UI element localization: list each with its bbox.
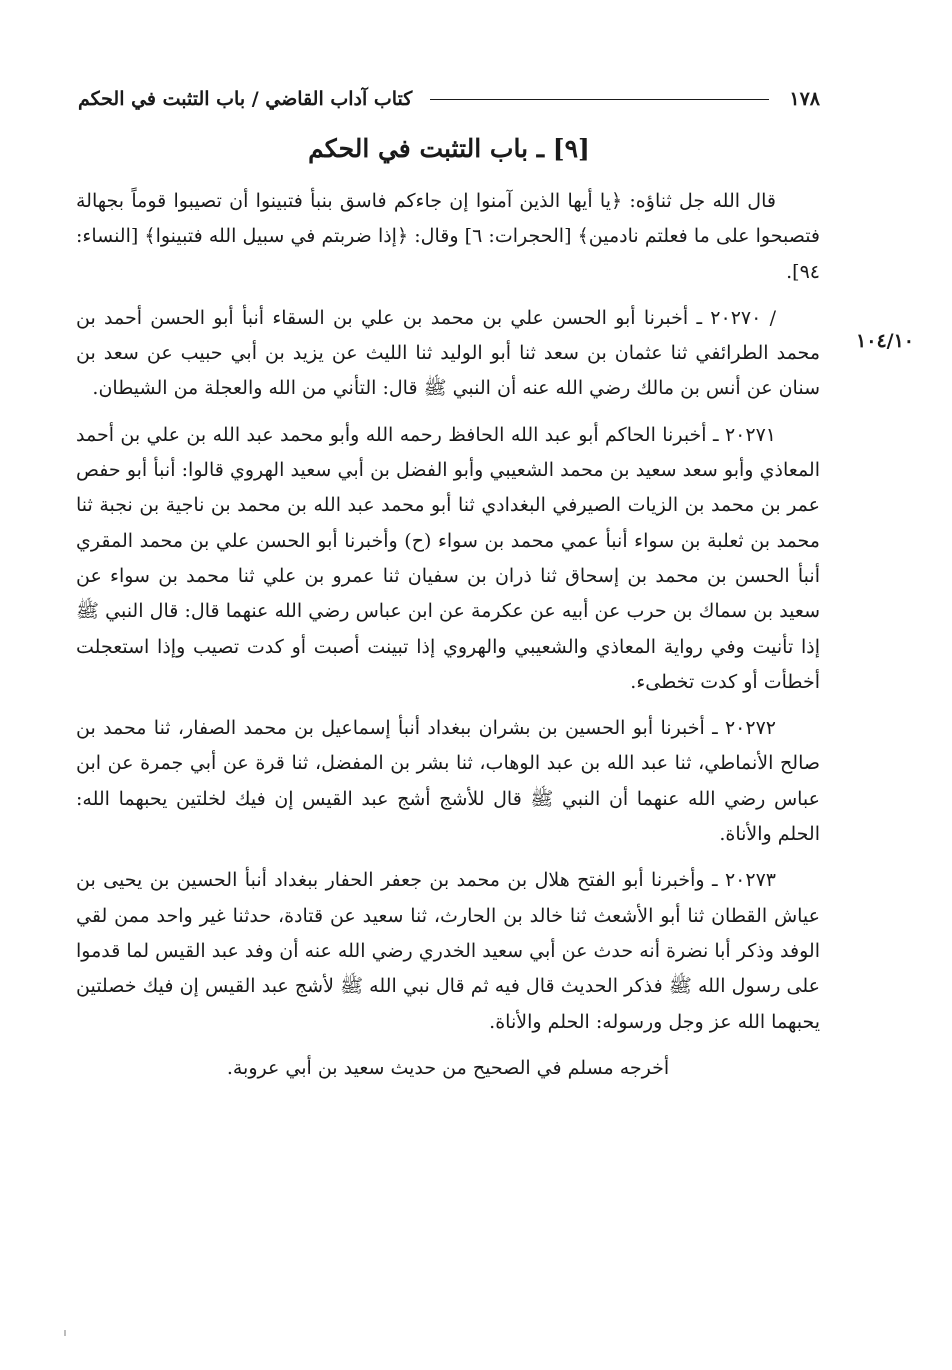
- body-text: [76, 184, 820, 1097]
- running-header: [78, 84, 820, 114]
- intro-paragraph: قال الله جل ثناؤه: ﴿يا أيها الذين آمنوا إن جاءكم فاسق بنبأ فتبينوا أن تصيبوا قوماً بجهالة فتصبحوا على ما فعلتم نادمين﴾ [الحجرات: ٦] وقال: ﴿إذا ضربتم في سبيل الله فتبينوا﴾ [النساء: ٩٤].: [76, 190, 821, 283]
- hadith-20270: / ٢٠٢٧٠ ـ أخبرنا أبو الحسن علي بن محمد بن علي بن السقاء أنبأ أبو الحسن أحمد بن محمد الطرائفي ثنا عثمان بن سعد ثنا أبو الوليد ثنا الليث عن يزيد بن أبي حبيب عن سعد بن سنان عن أنس بن مالك رضي الله عنه أن النبي ﷺ قال: التأني من الله والعجلة من الشيطان.: [76, 306, 820, 400]
- chapter-title: [٩] ـ باب التثبت في الحكم: [308, 134, 590, 163]
- hadith-20272: ٢٠٢٧٢ ـ أخبرنا أبو الحسين بن بشران ببغداد أنبأ إسماعيل بن محمد الصفار، ثنا محمد بن صالح الأنماطي، ثنا عبد الله بن عبد الوهاب، ثنا بشر بن المفضل، ثنا قرة عن أبي جمرة عن ابن عباس رضي الله عنهما أن النبي ﷺ قال للأشج أشج عبد القيس إن فيك لخلتين يحبهما الله: الحلم والأناة.: [76, 717, 820, 846]
- closing-note: أخرجه مسلم في الصحيح من حديث سعيد بن أبي عروبة.: [226, 1056, 670, 1079]
- hadith-20273: ٢٠٢٧٣ ـ وأخبرنا أبو الفتح هلال بن محمد بن جعفر الحفار ببغداد أنبأ الحسين بن يحيى بن عياش القطان ثنا أبو الأشعث ثنا خالد بن الحارث، ثنا سعيد عن قتادة، حدثنا غير واحد ممن لقي الوفد وذكر أبا نضرة أنه حدث عن أبي سعيد الخدري رضي الله عنه أن وفد عبد القيس لما قدموا على رسول الله ﷺ فذكر الحديث قال فيه ثم قال نبي الله ﷺ لأشج عبد القيس إن فيك خصلتين يحبهما الله عز وجل ورسوله: الحلم والأناة.: [76, 869, 820, 1033]
- header-rule: [430, 99, 769, 100]
- page-edge-mark: [64, 1330, 66, 1336]
- page-number: ١٧٨: [789, 88, 820, 110]
- margin-volume-reference: ١٠٤/١٠: [856, 330, 914, 352]
- running-title: كتاب آداب القاضي / باب التثبت في الحكم: [78, 88, 413, 110]
- hadith-20271: ٢٠٢٧١ ـ أخبرنا الحاكم أبو عبد الله الحافظ رحمه الله وأبو محمد عبد الله بن علي بن أحمد المعاذي وأبو سعد سعيد بن محمد الشعيبي وأبو الفضل بن أبي سعيد الهروي قالوا: أنبأ أبو حفص عمر بن محمد بن الزيات الصيرفي البغدادي ثنا أبو محمد عبد الله بن محمد بن ناجية بن نجبة ثنا محمد بن ثعلبة بن سواء أنبأ عمي محمد بن سواء (ح) وأخبرنا أبو الحسن علي بن محمد المقري أنبأ الحسن بن محمد بن إسحاق ثنا ذران بن سفيان ثنا عمرو بن علي ثنا محمد بن سواء عن سعيد بن سماك بن حرب عن أبيه عن عكرمة عن ابن عباس رضي الله عنهما قال: قال النبي ﷺ إذا تأنيت وفي رواية المعاذي والشعيبي والهروي إذا تبينت أصبت أو كدت تصيب وإذا استعجلت أخطأت أو كدت تخطىء.: [76, 423, 820, 693]
